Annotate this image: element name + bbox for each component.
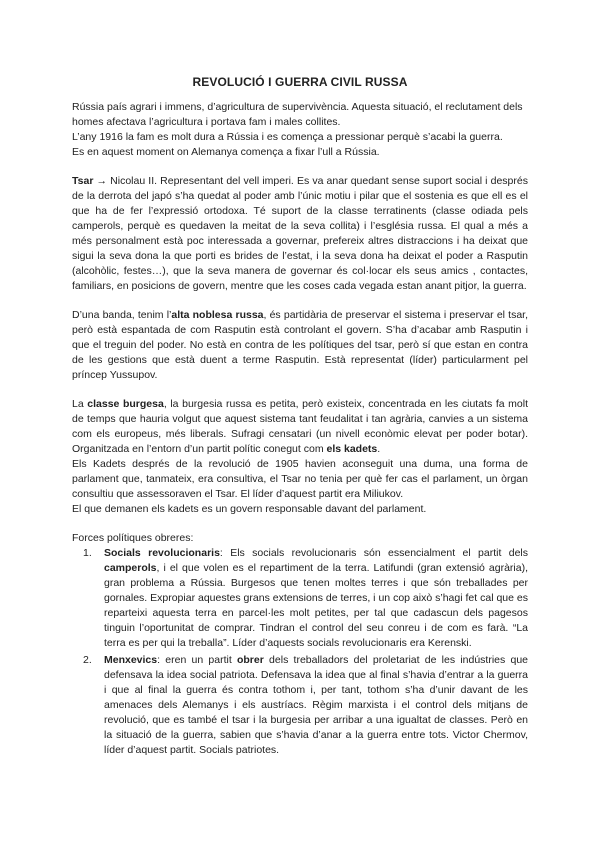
- forces-heading: Forces polítiques obreres:: [72, 532, 194, 544]
- document-body: [72, 100, 528, 760]
- intro-line-2: L’any 1916 la fam es molt dura a Rússia i es comença a pressionar perquè s’acabi la guerra.: [72, 131, 503, 143]
- tsar-paragraph: [72, 174, 528, 294]
- kadets-paragraph-2: El que demanen els kadets es un govern responsable davant del parlament.: [72, 503, 427, 515]
- list-item-number: 1.: [83, 547, 92, 559]
- list-item-text: dels treballadors del proletariat de les indústries que defensava la idea social patriota. Defensava la idea que al final s’havia d’entrar a la guerra i que al final la guerra és contra tothom i, per tant, tothom s’ha d’unir davant de les amenaces dels Alemanys i els austríacs. Règim marxista i el control dels mitjans de revolució, que es també el tsar i la burgesia per arribar a una igualtat de classes. Però en la situació de la guerra, sabien que s’havia d’anar a la guerra entre tots. Victor Chermov, líder d’aquest partit. Socials patriotes.: [104, 654, 529, 756]
- burgesia-text-end: .: [377, 443, 381, 455]
- list-item: [72, 653, 528, 758]
- kadets-paragraph-1: Els Kadets després de la revolució de 1905 havien aconseguit una duma, una forma de parlament que, tanmateix, era consultiva, el Tsar no tenia per què fer cas el parlament, un òrgan consultiu que assessoraven el Tsar. El líder d’aquest partit era Miliukov.: [72, 458, 528, 500]
- list-item-term: Socials revolucionaris: [104, 547, 220, 559]
- forces-list: [72, 546, 528, 758]
- list-item-term: Menxevics: [104, 654, 158, 666]
- burgesia-term: classe burgesa: [87, 398, 164, 410]
- noblesa-text-before: D’una banda, tenim l’: [72, 309, 172, 321]
- tsar-text: Nicolau II. Representant del vell imperi. Es va anar quedant sense suport social i després de la derrota del japó s’ha quedat al poder amb l’únic motiu i pilar que el sostenia es que ell es el que ha de fer l’expressió ortodoxa. Té suport de la classe terratinents (classe odiada pels camperols, perquè es quedaven la meitat de la seva collita) i l’església russa. El qual a més a més personalment està poc interessada a governar, prefereix altres distraccions i ha deixat que sigui la seva dona la que porti es brides de l’estat, i la seva dona ha deixat el poder a Rasputin (alcohòlic, festes…), que la seva manera de governar és col·locar els seus amics , contactes, familiars, en posicions de govern, mentre que les coses cada vegada estan anant pitjor, la guerra.: [72, 175, 528, 292]
- kadets-term: els kadets: [326, 443, 378, 455]
- list-item-text: , i el que volen es el repartiment de la terra. Latifundi (gran extensió agrària), gran problema a Rússia. Burgesos que tenen moltes terres i que són treballades per gornales. Expropiar aquestes grans extensions de terres, i un cop això s’hagi fet cal que es reparteixi aquesta terra en parcel·les molt petites, per tal que cadascun dels pagesos tinguin l’oportunitat de comprar. Tindran el control del seu conreu i de com es farà. “La terra es per qui la treballa”. Líder d’aquests socials revolucionaris era Kerenski.: [104, 562, 528, 649]
- burgesia-paragraph: [72, 397, 528, 457]
- intro-line-3: Es en aquest moment on Alemanya comença a fixar l’ull a Rússia.: [72, 146, 380, 158]
- tsar-term: Tsar: [72, 175, 94, 187]
- list-item-number: 2.: [83, 654, 92, 666]
- tsar-arrow: →: [93, 175, 111, 187]
- list-item-text: : eren un partit: [157, 654, 237, 666]
- list-item-term2: obrer: [236, 654, 264, 666]
- burgesia-text-middle: , la burgesia russa es petita, però existeix, concentrada en les ciutats fa molt de temps que hauria volgut que aquest sistema tant feudalitat i tan agrària, canvies a un sistema com els europeus, més liberals. Sufragi censatari (un nivell econòmic elevat per poder botar). Organitzada en l’entorn d’un partit polític conegut com: [72, 398, 529, 455]
- page-title: REVOLUCIÓ I GUERRA CIVIL RUSSA: [192, 75, 408, 89]
- noblesa-paragraph: [72, 308, 528, 383]
- list-item-text: : Els socials revolucionaris són essencialment el partit dels: [219, 547, 529, 559]
- list-item-term2: camperols: [104, 562, 157, 574]
- noblesa-term: alta noblesa russa: [171, 309, 264, 321]
- list-item: [72, 546, 528, 651]
- burgesia-text-before: La: [72, 398, 88, 410]
- noblesa-text-after: , és partidària de preservar el sistema i preservar el tsar, però està espantada de com Rasputin està controlant el govern. S’ha d’acabar amb Rasputin i que el treguin del poder. No està en contra de les polítiques del tsar, però sí que estan en contra de les gestions que està duent a terme Rasputin. Està representat (líder) particularment pel príncep Yussupov.: [72, 309, 528, 381]
- intro-line-1: Rússia país agrari i immens, d’agricultura de supervivència. Aquesta situació, el reclutament dels homes afectava l’agricultura i portava fam i males collites.: [72, 101, 523, 128]
